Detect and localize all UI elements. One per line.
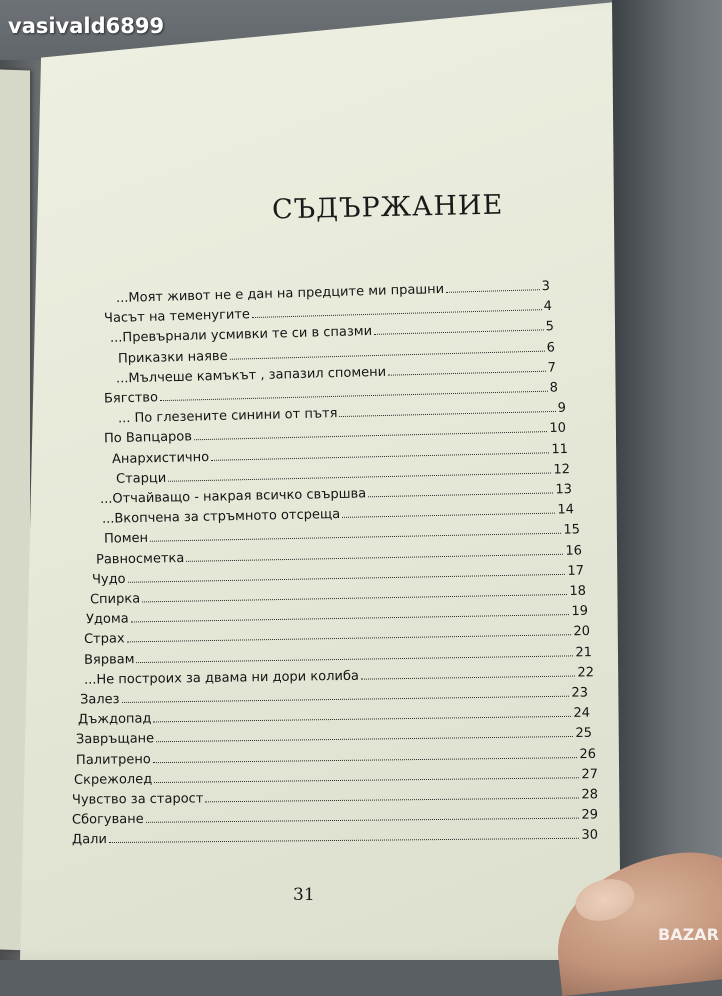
toc-entry-page: 16 <box>565 543 583 559</box>
toc-entry-title: ... По глезените синини от пътя <box>117 406 338 427</box>
toc-entry-page: 23 <box>571 685 589 701</box>
toc-entry-title: Анархистично <box>111 449 210 467</box>
toc-entry-title: Часът на теменугите <box>103 307 251 327</box>
toc-entry-page: 24 <box>573 705 591 722</box>
toc-leader-dots <box>374 319 544 335</box>
toc-entry-title: Приказки наяве <box>117 348 228 367</box>
toc-entry-title: Бягство <box>103 390 159 407</box>
toc-entry-title: Чудо <box>91 571 126 588</box>
toc-entry-title: Завръщане <box>75 731 155 748</box>
toc-entry-page: 6 <box>546 339 556 356</box>
toc-entry-page: 30 <box>581 828 599 844</box>
toc-entry-page: 7 <box>547 360 557 376</box>
toc-leader-dots <box>446 278 540 293</box>
toc-entry-page: 5 <box>545 319 555 335</box>
toc-entry-page: 26 <box>579 746 597 762</box>
toc-entry-page: 4 <box>543 299 553 315</box>
toc-entry-page: 17 <box>567 563 585 579</box>
toc-leader-dots <box>205 786 579 802</box>
toc-entry-title: Страх <box>83 631 125 648</box>
logo: BAZAR <box>658 925 719 944</box>
toc-entry-page: 8 <box>549 380 559 396</box>
toc-entry-title: По Вапцаров <box>103 429 193 447</box>
page-title: СЪДЪРЖАНИЕ <box>271 189 504 226</box>
toc-entry-title: Чувство за старост <box>71 791 204 808</box>
page-number: 31 <box>293 885 315 905</box>
toc-entry-page: 20 <box>573 624 591 640</box>
toc-entry-title: Вярвам <box>83 651 135 668</box>
toc-entry-page: 19 <box>571 603 589 620</box>
toc-leader-dots <box>368 481 553 497</box>
toc-entry-title: Залез <box>79 691 120 708</box>
toc-entry-page: 10 <box>549 421 567 437</box>
toc-leader-dots <box>109 827 580 843</box>
toc-entry-page: 9 <box>557 400 567 417</box>
toc-entry-page: 11 <box>551 441 569 457</box>
toc-entry-title: Скрежолед <box>73 771 153 788</box>
toc-entry-page: 22 <box>577 665 595 681</box>
toc-entry-title: ...Мълчеше камъкът , запазил спомени <box>115 364 387 387</box>
toc-entry-page: 13 <box>555 482 573 498</box>
toc-entry-page: 12 <box>553 461 571 478</box>
watermark: vasivald6899 <box>8 14 165 38</box>
toc-entry-title: ...Моят живот не е дан на предците ми прашни <box>115 281 445 307</box>
toc-entry-page: 28 <box>581 787 599 803</box>
toc-entry-title: Сбогуване <box>71 812 144 828</box>
toc-entry-title: Дали <box>71 832 107 848</box>
toc-entry-title: Спирка <box>89 591 141 608</box>
toc-entry-title: Дъждопад <box>77 711 152 728</box>
toc-entry-title: Старци <box>115 470 167 487</box>
toc-entry-title: Палитрено <box>75 751 151 768</box>
toc-entry-page: 25 <box>575 726 593 742</box>
toc-entry-title: Равносметка <box>95 550 185 568</box>
toc-entry-title: ...Не построих за двама ни дори колиба <box>83 668 360 688</box>
toc-entry-title: Помен <box>103 531 149 548</box>
toc-entry-title: ...Превърнали усмивки те си в спазми <box>109 324 373 347</box>
toc-entry-page: 27 <box>581 766 599 783</box>
toc-entry-title: Удома <box>85 611 129 628</box>
toc-entry-title: ...Отчайващо - накрая всичко свършва <box>99 486 367 507</box>
toc-entry-page: 15 <box>563 522 581 539</box>
toc-entry-page: 3 <box>541 278 551 295</box>
toc-leader-dots <box>361 664 576 679</box>
toc-entry-title: ...Вкопчена за стръмното отсреща <box>101 507 341 527</box>
toc-entry-page: 29 <box>581 807 599 823</box>
toc-entry-page: 14 <box>557 502 575 518</box>
background-right <box>612 0 722 960</box>
toc-entry-page: 18 <box>569 583 587 599</box>
toc-leader-dots <box>146 807 580 823</box>
toc-entry-page: 21 <box>575 644 593 660</box>
